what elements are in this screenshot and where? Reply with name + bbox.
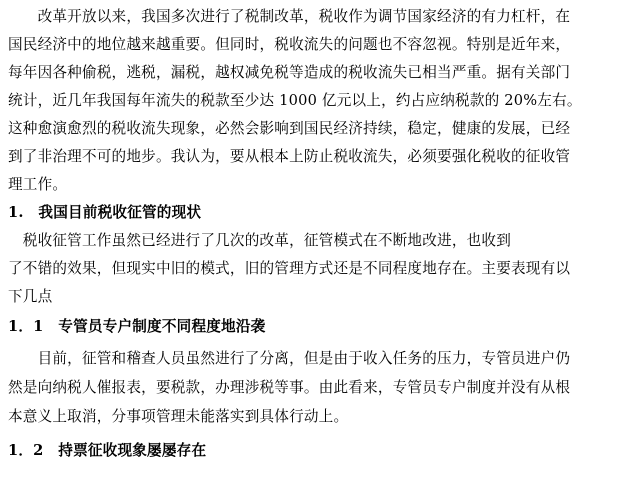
section-1-2-heading: 1．2 持票征收现象屡屡存在	[8, 442, 207, 459]
section-1-line-2: 了不错的效果，但现实中旧的模式，旧的管理方式还是不同程度地存在。主要表现有以	[8, 260, 571, 277]
section-1-1-line-3: 本意义上取消，分事项管理未能落实到具体行动上。	[8, 408, 349, 425]
intro-line-3: 每年因各种偷税，逃税，漏税，越权减免税等造成的税收流失已相当严重。据有关部门	[8, 64, 571, 81]
intro-line-1: 改革开放以来，我国多次进行了税制改革，税收作为调节国家经济的有力杠杆，在	[8, 8, 571, 25]
section-1-1-line-1: 目前，征管和稽查人员虽然进行了分离，但是由于收入任务的压力，专管员进户仍	[8, 350, 571, 367]
intro-line-4: 统计，近几年我国每年流失的税款至少达 1000 亿元以上，约占应纳税款的 20%左右。	[8, 92, 582, 109]
intro-line-7: 理工作。	[8, 176, 68, 193]
intro-line-6: 到了非治理不可的地步。我认为，要从根本上防止税收流失，必须要强化税收的征收管	[8, 148, 571, 165]
intro-line-2: 国民经济中的地位越来越重要。但同时，税收流失的问题也不容忽视。特别是近年来，	[8, 36, 571, 53]
section-1-line-3: 下几点	[8, 288, 53, 305]
section-1-line-1: 税收征管工作虽然已经进行了几次的改革，征管模式在不断地改进，也收到	[8, 232, 511, 249]
section-1-heading: 1. 我国目前税收征管的现状	[8, 204, 202, 221]
intro-line-5: 这种愈演愈烈的税收流失现象，必然会影响到国民经济持续，稳定，健康的发展，已经	[8, 120, 571, 137]
section-1-1-line-2: 然是向纳税人催报表，要税款，办理涉税等事。由此看来，专管员专户制度并没有从根	[8, 379, 571, 396]
section-1-1-heading: 1．1 专管员专户制度不同程度地沿袭	[8, 318, 266, 335]
